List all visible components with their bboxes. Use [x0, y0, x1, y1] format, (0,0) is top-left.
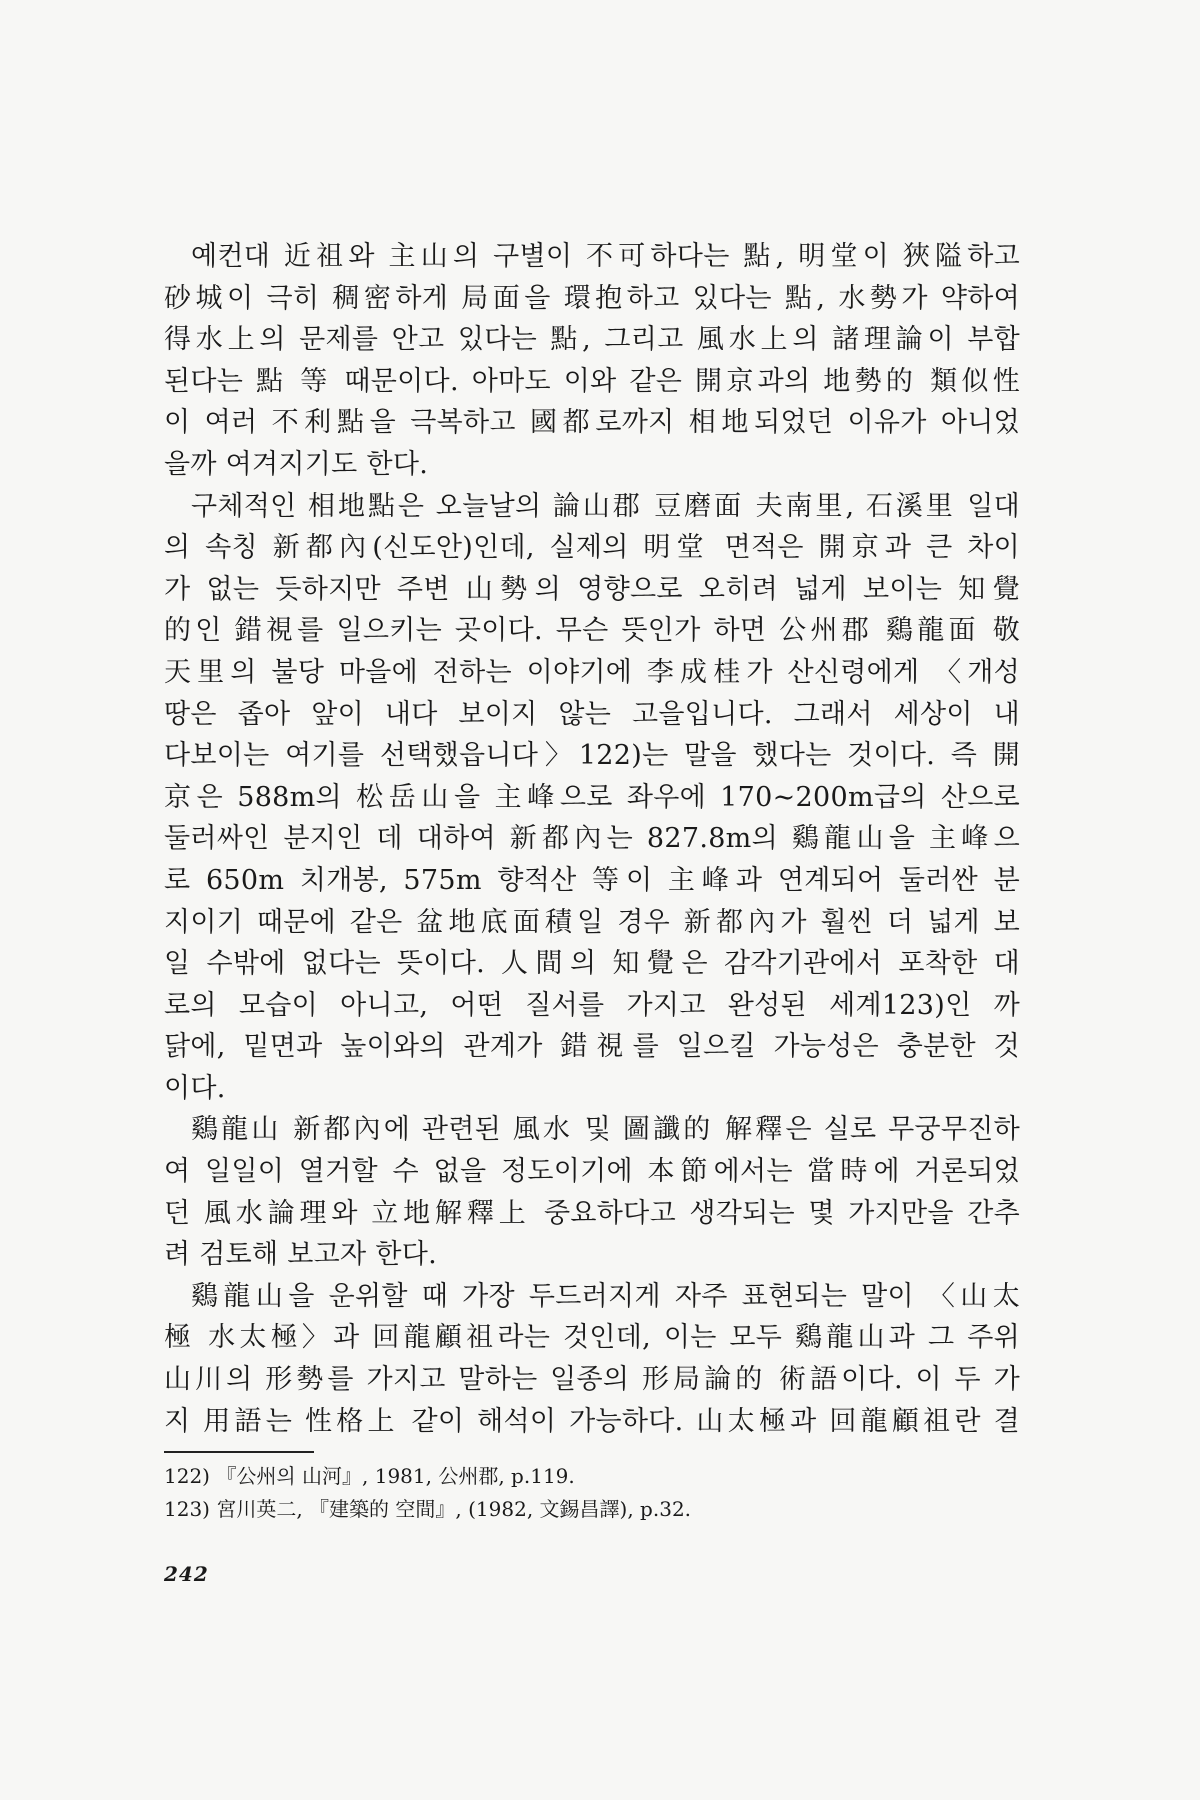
paragraph-line: 땅은 좁아 앞이 내다 보이지 않는 고을입니다. 그래서 세상이 내	[164, 698, 1020, 730]
footnote-divider	[164, 1451, 314, 1453]
paragraph-line: 得水上의 문제를 안고 있다는 點, 그리고 風水上의 諸理論이 부합	[164, 324, 1020, 356]
paragraph-line: 로 650m 치개봉, 575m 향적산 等이 主峰과 연계되어 둘러싼 분	[164, 864, 1020, 896]
paragraph-line: 다보이는 여기를 선택했읍니다〉122)는 말을 했다는 것이다. 즉 開	[164, 740, 1020, 772]
paragraph-line: 이다.	[164, 1072, 226, 1104]
paragraph-line: 구체적인 相地點은 오늘날의 論山郡 豆磨面 夫南里, 石溪里 일대	[191, 490, 1020, 522]
paragraph-line: 的인 錯視를 일으키는 곳이다. 무슨 뜻인가 하면 公州郡 鷄龍面 敬	[164, 615, 1020, 647]
paragraph-line: 된다는 點 等 때문이다. 아마도 이와 같은 開京과의 地勢的 類似性	[164, 365, 1020, 397]
footnote-123: 123) 宮川英二, 『建築的 空間』, (1982, 文錫昌譯), p.32.	[164, 1497, 692, 1521]
paragraph-line: 둘러싸인 분지인 데 대하여 新都內는 827.8m의 鷄龍山을 主峰으	[164, 823, 1020, 855]
paragraph-line: 鷄龍山 新都內에 관련된 風水 및 圖讖的 解釋은 실로 무궁무진하	[191, 1114, 1020, 1146]
page-number: 242	[164, 1562, 209, 1586]
paragraph-line: 던 風水論理와 立地解釋上 중요하다고 생각되는 몇 가지만을 간추	[164, 1197, 1020, 1229]
paragraph-line: 일 수밖에 없다는 뜻이다. 人間의 知覺은 감각기관에서 포착한 대	[164, 948, 1020, 980]
paragraph-line: 鷄龍山을 운위할 때 가장 두드러지게 자주 표현되는 말이 〈山太	[191, 1280, 1020, 1312]
paragraph-line: 지 用語는 性格上 같이 해석이 가능하다. 山太極과 回龍顧祖란 결	[164, 1405, 1020, 1437]
paragraph-line: 여 일일이 열거할 수 없을 정도이기에 本節에서는 當時에 거론되었	[164, 1156, 1020, 1188]
paragraph-line: 山川의 形勢를 가지고 말하는 일종의 形局論的 術語이다. 이 두 가	[164, 1364, 1020, 1396]
paragraph-line: 가 없는 듯하지만 주변 山勢의 영향으로 오히려 넓게 보이는 知覺	[164, 573, 1020, 605]
paragraph-line: 極 水太極〉과 回龍顧祖라는 것인데, 이는 모두 鷄龍山과 그 주위	[164, 1322, 1020, 1354]
paragraph-line: 지이기 때문에 같은 盆地底面積일 경우 新都內가 훨씬 더 넓게 보	[164, 906, 1020, 938]
body-text	[164, 236, 1020, 1442]
paragraph-line: 砂城이 극히 稠密하게 局面을 環抱하고 있다는 點, 水勢가 약하여	[164, 282, 1020, 314]
paragraph-line: 예컨대 近祖와 主山의 구별이 不可하다는 點, 明堂이 狹隘하고	[191, 241, 1020, 272]
paragraph-line: 의 속칭 新都內(신도안)인데, 실제의 明堂 면적은 開京과 큰 차이	[164, 532, 1020, 564]
footnote-122: 122) 『公州의 山河』, 1981, 公州郡, p.119.	[164, 1464, 575, 1488]
footnotes	[164, 1460, 1020, 1526]
paragraph-line: 天里의 불당 마을에 전하는 이야기에 李成桂가 산신령에게 〈개성	[164, 656, 1020, 688]
paragraph-line: 을까 여겨지기도 한다.	[164, 448, 429, 480]
paragraph-line: 京은 588m의 松岳山을 主峰으로 좌우에 170∼200m급의 산으로	[164, 781, 1020, 813]
paragraph-line: 이 여러 不利點을 극복하고 國都로까지 相地되었던 이유가 아니었	[164, 407, 1020, 439]
paragraph-line: 로의 모습이 아니고, 어떤 질서를 가지고 완성된 세계123)인 까	[164, 989, 1020, 1021]
paragraph-line: 려 검토해 보고자 한다.	[164, 1239, 437, 1271]
paragraph-line: 닭에, 밑면과 높이와의 관계가 錯視를 일으킬 가능성은 충분한 것	[164, 1031, 1020, 1063]
